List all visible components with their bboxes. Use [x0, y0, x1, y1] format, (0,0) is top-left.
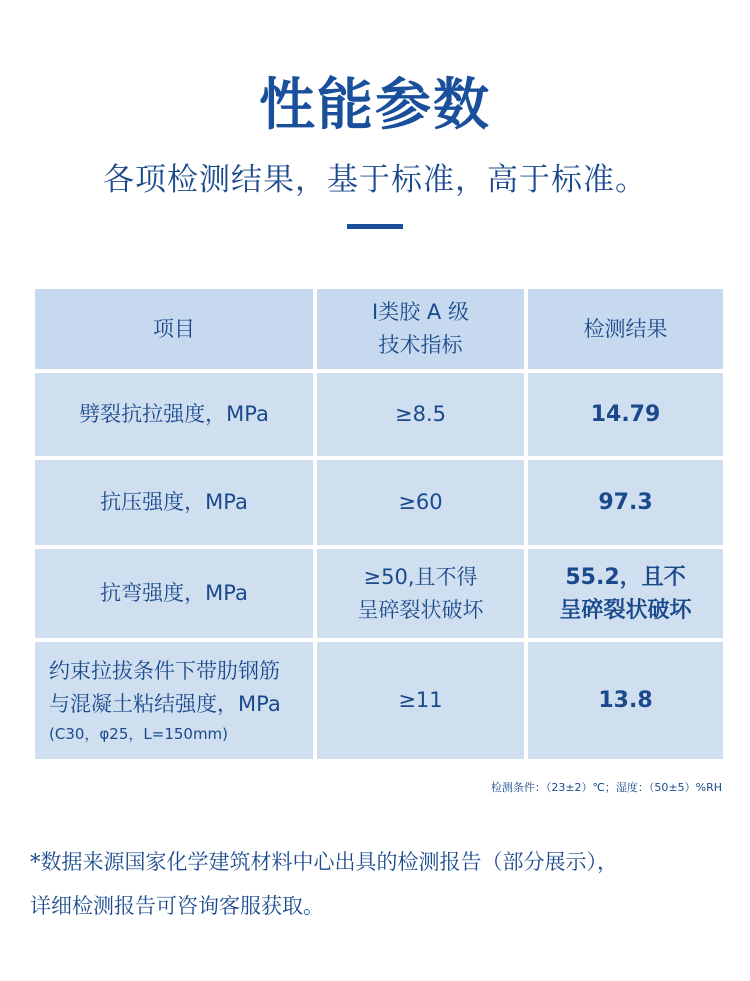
row-item — [35, 549, 313, 638]
row-result-value: 13.8 — [598, 688, 653, 713]
row-item-label: 抗弯强度，MPa — [100, 581, 248, 605]
row-item-note: (C30，φ25，L=150mm) — [49, 724, 229, 743]
header-spec-line1: I类胶 A 级 — [372, 300, 469, 324]
row-result — [528, 460, 723, 545]
row-spec — [317, 460, 524, 545]
row-result — [528, 373, 723, 456]
title-divider — [347, 224, 403, 229]
row-result-line2: 呈碎裂状破坏 — [559, 597, 692, 623]
row-spec-line1: ≥50,且不得 — [363, 564, 478, 589]
header-result-label: 检测结果 — [583, 316, 668, 341]
footnote-line2: 详细检测报告可咨询客服获取。 — [30, 894, 324, 918]
header-result — [528, 289, 723, 369]
row-result-value: 14.79 — [590, 402, 661, 427]
table-row — [35, 642, 723, 759]
header-spec — [317, 289, 524, 369]
row-spec — [317, 373, 524, 456]
row-spec — [317, 549, 524, 638]
table-row — [35, 549, 723, 638]
performance-table — [35, 289, 723, 763]
row-spec-value: ≥11 — [398, 688, 443, 712]
row-item-line1: 约束拉拔条件下带肋钢筋 — [49, 658, 280, 683]
page-title: 性能参数 — [259, 73, 491, 138]
row-item — [35, 373, 313, 456]
table-row — [35, 460, 723, 545]
row-result-line1: 55.2，且不 — [565, 564, 686, 590]
row-item-line2: 与混凝土粘结强度，MPa — [49, 691, 281, 716]
row-item — [35, 460, 313, 545]
footnote-line1: *数据来源国家化学建筑材料中心出具的检测报告（部分展示）， — [30, 850, 618, 874]
table-row — [35, 373, 723, 456]
row-item-label: 劈裂抗拉强度，MPa — [79, 402, 269, 426]
header-item — [35, 289, 313, 369]
table-header-row — [35, 289, 723, 369]
row-item-label: 抗压强度，MPa — [100, 490, 248, 514]
row-result-value: 97.3 — [598, 490, 653, 515]
row-spec — [317, 642, 524, 759]
header-item-label: 项目 — [153, 316, 195, 341]
page-subtitle: 各项检测结果，基于标准，高于标准。 — [103, 162, 647, 198]
row-item — [35, 642, 313, 759]
row-spec-line2: 呈碎裂状破坏 — [357, 597, 484, 622]
row-spec-value: ≥8.5 — [395, 402, 446, 426]
header-spec-line2: 技术指标 — [378, 333, 463, 357]
row-result — [528, 549, 723, 638]
footnote — [30, 840, 730, 928]
row-spec-value: ≥60 — [398, 490, 443, 514]
test-conditions: 检测条件：（23±2）℃；湿度：（50±5）%RH — [490, 781, 722, 794]
row-result — [528, 642, 723, 759]
